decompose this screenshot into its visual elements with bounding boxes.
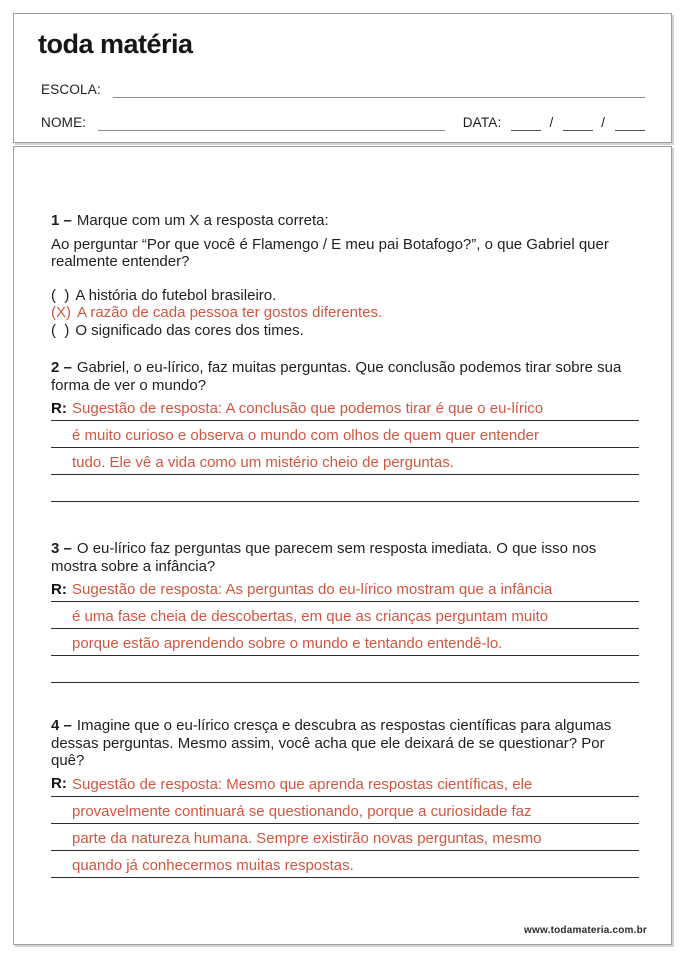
date-label: DATA: bbox=[462, 115, 502, 130]
answer-line bbox=[51, 448, 639, 475]
question-2-answer bbox=[51, 394, 639, 502]
answer-text: é uma fase cheia de descobertas, em que as crianças perguntam muito bbox=[72, 608, 549, 625]
answer-text: tudo. Ele vê a vida como um mistério cheio de perguntas. bbox=[72, 454, 454, 471]
date-separator: / bbox=[601, 115, 605, 130]
question-3-answer bbox=[51, 575, 639, 683]
date-year-line bbox=[615, 115, 645, 131]
answer-label: R: bbox=[51, 775, 67, 792]
answer-line bbox=[51, 421, 639, 448]
option-marker: ( ) bbox=[51, 321, 70, 339]
answer-text: é muito curioso e observa o mundo com olhos de quem quer entender bbox=[72, 427, 539, 444]
question-1-options bbox=[51, 287, 639, 340]
question-3-text: O eu-lírico faz perguntas que parecem sem resposta imediata. O que isso nos mostra sobre a infância? bbox=[51, 540, 597, 575]
date-month-line bbox=[563, 115, 593, 131]
option-text: A história do futebol brasileiro. bbox=[75, 286, 277, 304]
option-row-correct bbox=[51, 304, 639, 322]
question-2-title bbox=[51, 359, 639, 394]
answer-text: provavelmente continuará se questionando, porque a curiosidade faz bbox=[72, 802, 532, 820]
date-day-line bbox=[511, 115, 541, 131]
answer-line bbox=[51, 394, 639, 421]
option-row bbox=[51, 322, 639, 340]
answer-line bbox=[51, 797, 639, 824]
school-input-line bbox=[113, 82, 645, 98]
question-4-title bbox=[51, 717, 639, 770]
question-2 bbox=[51, 359, 639, 502]
question-2-text: Gabriel, o eu-lírico, faz muitas perguntas. Que conclusão podemos tirar sobre sua forma de ver o mundo? bbox=[51, 359, 622, 394]
question-4 bbox=[51, 717, 639, 878]
answer-text: porque estão aprendendo sobre o mundo e tentando entendê-lo. bbox=[72, 635, 503, 652]
question-4-text: Imagine que o eu-lírico cresça e descubra as respostas científicas para algumas dessas perguntas. Mesmo assim, você acha que ele deixará de se questionar? Por quê? bbox=[51, 717, 612, 769]
answer-line bbox=[51, 824, 639, 851]
answer-line-empty bbox=[51, 656, 639, 683]
school-label: ESCOLA: bbox=[41, 82, 101, 97]
question-2-number: 2 – bbox=[51, 359, 72, 376]
answer-text: quando já conhecermos muitas respostas. bbox=[72, 856, 354, 874]
question-4-answer bbox=[51, 770, 639, 878]
answer-text: Sugestão de resposta: Mesmo que aprenda respostas científicas, ele bbox=[72, 775, 533, 793]
name-label: NOME: bbox=[41, 115, 87, 130]
option-marker: (X) bbox=[51, 304, 71, 321]
answer-line bbox=[51, 602, 639, 629]
option-text: A razão de cada pessoa ter gostos diferentes. bbox=[77, 304, 383, 321]
answer-line bbox=[51, 575, 639, 602]
header-card bbox=[13, 13, 672, 143]
name-date-row bbox=[41, 109, 645, 131]
question-1-number: 1 – bbox=[51, 212, 72, 229]
footer-url: www.todamateria.com.br bbox=[524, 925, 647, 936]
question-1-title bbox=[51, 212, 639, 230]
option-text: O significado das cores dos times. bbox=[75, 321, 304, 339]
answer-text: parte da natureza humana. Sempre existirão novas perguntas, mesmo bbox=[72, 829, 542, 847]
option-marker: ( ) bbox=[51, 286, 70, 304]
question-1 bbox=[51, 212, 639, 339]
question-1-text: Marque com um X a resposta correta: bbox=[76, 212, 329, 229]
answer-line-empty bbox=[51, 475, 639, 502]
answer-line bbox=[51, 629, 639, 656]
school-field bbox=[41, 76, 645, 98]
answer-label: R: bbox=[51, 580, 67, 598]
question-3-title bbox=[51, 540, 639, 575]
name-input-line bbox=[98, 115, 444, 131]
question-3-number: 3 – bbox=[51, 540, 72, 557]
answer-line bbox=[51, 770, 639, 797]
worksheet-body bbox=[13, 146, 672, 945]
option-row bbox=[51, 287, 639, 305]
question-3 bbox=[51, 540, 639, 683]
question-4-number: 4 – bbox=[51, 717, 72, 734]
brand-logo: toda matéria bbox=[38, 29, 193, 59]
date-separator: / bbox=[549, 115, 554, 130]
question-1-paragraph: Ao perguntar “Por que você é Flamengo / E meu pai Botafogo?”, o que Gabriel quer realmente entender? bbox=[51, 235, 609, 270]
answer-label: R: bbox=[51, 399, 67, 417]
answer-text: Sugestão de resposta: As perguntas do eu-lírico mostram que a infância bbox=[72, 581, 553, 598]
answer-line bbox=[51, 851, 639, 878]
answer-text: Sugestão de resposta: A conclusão que podemos tirar é que o eu-lírico bbox=[72, 400, 544, 417]
